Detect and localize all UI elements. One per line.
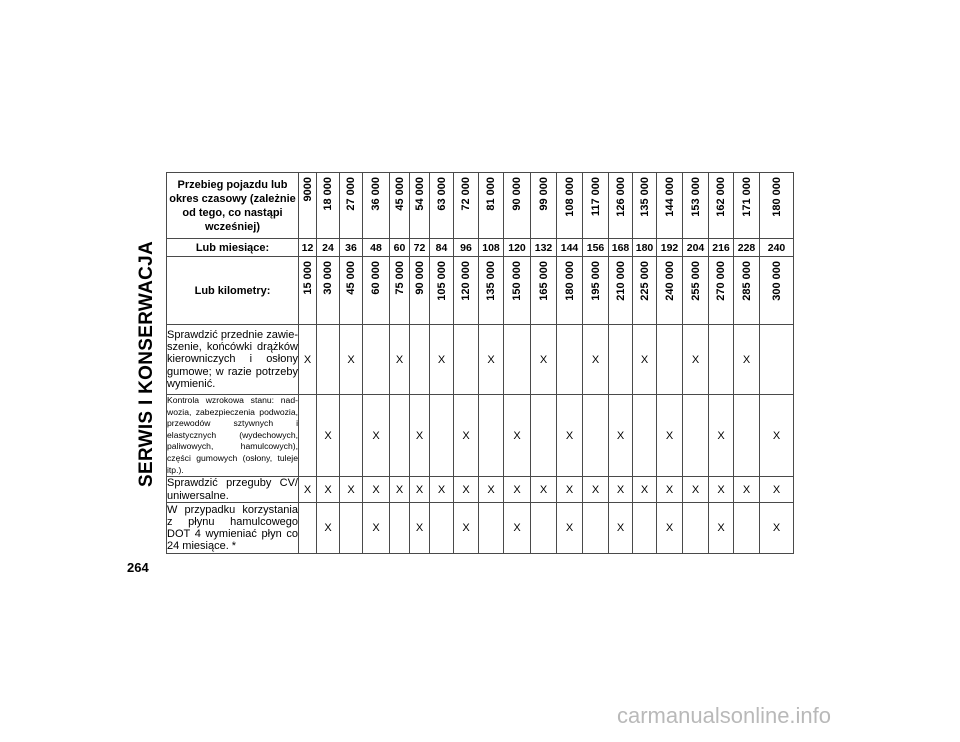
service-mark: X <box>760 503 794 554</box>
mileage-value: 54 000 <box>413 177 426 211</box>
service-mark: X <box>760 395 794 477</box>
service-mark: X <box>340 325 363 395</box>
service-mark: X <box>454 503 479 554</box>
service-mark: X <box>430 477 454 503</box>
service-mark: X <box>683 477 709 503</box>
months-cell: 168 <box>609 239 633 257</box>
km-cell <box>531 257 557 325</box>
mileage-cell <box>583 173 609 239</box>
mileage-value: 117 000 <box>589 177 602 217</box>
service-mark: X <box>583 477 609 503</box>
service-mark <box>557 325 583 395</box>
service-mark <box>583 503 609 554</box>
mileage-value: 81 000 <box>485 177 497 211</box>
service-mark <box>609 325 633 395</box>
months-cell: 72 <box>410 239 430 257</box>
months-cell: 216 <box>709 239 734 257</box>
service-mark <box>390 503 410 554</box>
service-row <box>167 477 815 503</box>
mileage-cell <box>454 173 479 239</box>
service-mark: X <box>609 503 633 554</box>
km-cell <box>683 257 709 325</box>
mileage-value: 180 000 <box>770 177 783 217</box>
mileage-cell <box>390 173 410 239</box>
service-mark: X <box>479 325 504 395</box>
mileage-value: 162 000 <box>715 177 727 217</box>
km-label: Lub kilometry: <box>167 257 299 325</box>
mileage-cell <box>363 173 390 239</box>
service-mark <box>430 503 454 554</box>
service-mark: X <box>504 503 531 554</box>
mileage-value: 9000 <box>301 177 314 202</box>
km-cell <box>504 257 531 325</box>
km-value: 240 000 <box>663 261 676 301</box>
service-mark <box>454 325 479 395</box>
service-mark <box>633 503 657 554</box>
service-mark: X <box>430 325 454 395</box>
km-value: 225 000 <box>638 261 651 301</box>
km-cell <box>390 257 410 325</box>
service-row <box>167 325 815 395</box>
mileage-value: 27 000 <box>345 177 357 211</box>
mileage-cell <box>557 173 583 239</box>
months-cell: 240 <box>760 239 794 257</box>
section-side-title <box>134 172 160 556</box>
months-cell: 120 <box>504 239 531 257</box>
maintenance-schedule-table <box>166 172 815 554</box>
service-mark <box>479 395 504 477</box>
km-cell <box>299 257 317 325</box>
km-cell <box>609 257 633 325</box>
service-mark: X <box>454 477 479 503</box>
km-row <box>167 257 815 325</box>
months-cell: 84 <box>430 239 454 257</box>
km-cell <box>657 257 683 325</box>
service-mark: X <box>410 503 430 554</box>
page-number: 264 <box>127 560 149 575</box>
km-value: 120 000 <box>460 261 472 301</box>
mileage-value: 99 000 <box>537 177 550 211</box>
service-mark <box>504 325 531 395</box>
service-mark: X <box>531 325 557 395</box>
service-mark <box>734 503 760 554</box>
service-mark <box>760 325 794 395</box>
service-mark: X <box>734 477 760 503</box>
service-mark: X <box>531 477 557 503</box>
service-mark <box>683 503 709 554</box>
service-mark: X <box>299 477 317 503</box>
km-value: 195 000 <box>589 261 602 301</box>
service-mark: X <box>609 477 633 503</box>
service-row <box>167 395 815 477</box>
months-cell: 132 <box>531 239 557 257</box>
km-value: 45 000 <box>345 261 357 295</box>
service-mark: X <box>683 325 709 395</box>
mileage-cell <box>683 173 709 239</box>
km-cell <box>583 257 609 325</box>
mileage-value: 45 000 <box>393 177 406 211</box>
km-cell <box>709 257 734 325</box>
service-mark <box>531 395 557 477</box>
service-mark: X <box>390 325 410 395</box>
service-mark <box>479 503 504 554</box>
service-mark: X <box>410 477 430 503</box>
service-mark: X <box>734 325 760 395</box>
service-description: W przypadku korzystania z płynu hamulcowego DOT 4 wymieniać płyn co 24 miesiące. * <box>167 503 298 553</box>
service-mark <box>683 395 709 477</box>
months-cell: 36 <box>340 239 363 257</box>
service-description: Kontrola wzrokowa stanu: nadwozia, zabezpieczenia podwozia, przewodów sztywnych i elastycznych (wydechowych, paliwowych, hamulcowych), części gumowych (osłony, tuleje itp.). <box>167 395 299 477</box>
months-cell: 48 <box>363 239 390 257</box>
mileage-value: 144 000 <box>663 177 676 217</box>
mileage-cell <box>531 173 557 239</box>
km-cell <box>363 257 390 325</box>
service-mark: X <box>390 477 410 503</box>
months-cell: 228 <box>734 239 760 257</box>
service-mark: X <box>760 477 794 503</box>
km-cell <box>760 257 794 325</box>
service-mark: X <box>609 395 633 477</box>
km-value: 105 000 <box>435 261 448 301</box>
service-mark: X <box>317 503 340 554</box>
mileage-cell <box>340 173 363 239</box>
service-mark: X <box>583 325 609 395</box>
km-cell <box>317 257 340 325</box>
service-mark <box>633 395 657 477</box>
service-mark <box>657 325 683 395</box>
km-cell <box>633 257 657 325</box>
km-value: 210 000 <box>614 261 627 301</box>
mileage-value: 36 000 <box>370 177 382 211</box>
mileage-cell <box>633 173 657 239</box>
service-mark: X <box>557 477 583 503</box>
service-mark: X <box>317 477 340 503</box>
service-mark: X <box>557 395 583 477</box>
months-cell: 60 <box>390 239 410 257</box>
km-value: 180 000 <box>563 261 576 301</box>
service-mark: X <box>557 503 583 554</box>
km-value: 300 000 <box>770 261 783 301</box>
service-mark: X <box>709 477 734 503</box>
months-cell: 108 <box>479 239 504 257</box>
months-cell: 12 <box>299 239 317 257</box>
service-mark: X <box>479 477 504 503</box>
service-mark: X <box>504 395 531 477</box>
mileage-cell <box>317 173 340 239</box>
service-mark <box>410 325 430 395</box>
service-mark <box>709 325 734 395</box>
service-mark: X <box>340 477 363 503</box>
months-cell: 24 <box>317 239 340 257</box>
km-value: 135 000 <box>485 261 497 301</box>
km-value: 15 000 <box>301 261 314 295</box>
mileage-value: 63 000 <box>435 177 448 211</box>
km-value: 30 000 <box>322 261 334 295</box>
service-mark: X <box>633 325 657 395</box>
service-mark: X <box>657 503 683 554</box>
km-cell <box>734 257 760 325</box>
section-side-title-text: SERWIS I KONSERWACJA <box>136 240 158 488</box>
service-mark: X <box>363 477 390 503</box>
months-cell: 180 <box>633 239 657 257</box>
mileage-header-label: Przebieg pojazdu lub okres czasowy (zależnie od tego, co nastąpi wcześniej) <box>167 173 299 239</box>
service-mark <box>299 503 317 554</box>
mileage-cell <box>410 173 430 239</box>
km-value: 255 000 <box>689 261 702 301</box>
mileage-cell <box>609 173 633 239</box>
months-label: Lub miesiące: <box>167 239 299 257</box>
mileage-value: 18 000 <box>322 177 334 211</box>
km-value: 75 000 <box>393 261 406 295</box>
service-mark: X <box>709 395 734 477</box>
mileage-cell <box>479 173 504 239</box>
service-mark: X <box>657 477 683 503</box>
mileage-value: 108 000 <box>563 177 576 217</box>
km-value: 285 000 <box>740 261 753 301</box>
service-mark <box>340 503 363 554</box>
service-row <box>167 503 815 554</box>
km-cell <box>340 257 363 325</box>
service-mark: X <box>363 503 390 554</box>
service-mark: X <box>657 395 683 477</box>
km-cell <box>454 257 479 325</box>
service-mark <box>363 325 390 395</box>
mileage-cell <box>709 173 734 239</box>
mileage-cell <box>504 173 531 239</box>
service-mark: X <box>709 503 734 554</box>
service-mark: X <box>299 325 317 395</box>
site-watermark: carmanualsonline.info <box>617 703 832 728</box>
km-value: 60 000 <box>370 261 382 295</box>
months-cell: 96 <box>454 239 479 257</box>
months-cell: 144 <box>557 239 583 257</box>
km-cell <box>557 257 583 325</box>
service-mark: X <box>363 395 390 477</box>
service-mark <box>531 503 557 554</box>
service-mark <box>390 395 410 477</box>
mileage-value: 171 000 <box>740 177 753 217</box>
service-description: Sprawdzić przednie zawieszenie, końcówki drążków kierowniczych i osłony gumowe; w razie potrzeby wymienić. <box>167 325 299 395</box>
mileage-cell <box>299 173 317 239</box>
mileage-cell <box>657 173 683 239</box>
months-cell: 192 <box>657 239 683 257</box>
mileage-value: 153 000 <box>689 177 702 217</box>
km-cell <box>430 257 454 325</box>
months-cell: 156 <box>583 239 609 257</box>
service-mark <box>299 395 317 477</box>
service-mark: X <box>410 395 430 477</box>
mileage-value: 135 000 <box>638 177 651 217</box>
mileage-value: 72 000 <box>460 177 472 211</box>
months-row <box>167 239 815 257</box>
service-mark <box>317 325 340 395</box>
mileage-cell <box>760 173 794 239</box>
km-cell <box>410 257 430 325</box>
service-mark: X <box>454 395 479 477</box>
service-mark <box>734 395 760 477</box>
service-mark <box>583 395 609 477</box>
km-value: 150 000 <box>511 261 523 301</box>
mileage-value: 126 000 <box>614 177 627 217</box>
km-cell <box>479 257 504 325</box>
km-value: 90 000 <box>413 261 426 295</box>
service-description: Sprawdzić przeguby CV/ uniwersalne. <box>167 477 298 502</box>
months-cell: 204 <box>683 239 709 257</box>
service-mark: X <box>504 477 531 503</box>
mileage-value: 90 000 <box>511 177 523 211</box>
service-mark: X <box>633 477 657 503</box>
mileage-header-row <box>167 173 815 239</box>
km-value: 270 000 <box>715 261 727 301</box>
mileage-cell <box>734 173 760 239</box>
km-value: 165 000 <box>537 261 550 301</box>
service-mark <box>340 395 363 477</box>
service-mark <box>430 395 454 477</box>
service-mark: X <box>317 395 340 477</box>
mileage-cell <box>430 173 454 239</box>
